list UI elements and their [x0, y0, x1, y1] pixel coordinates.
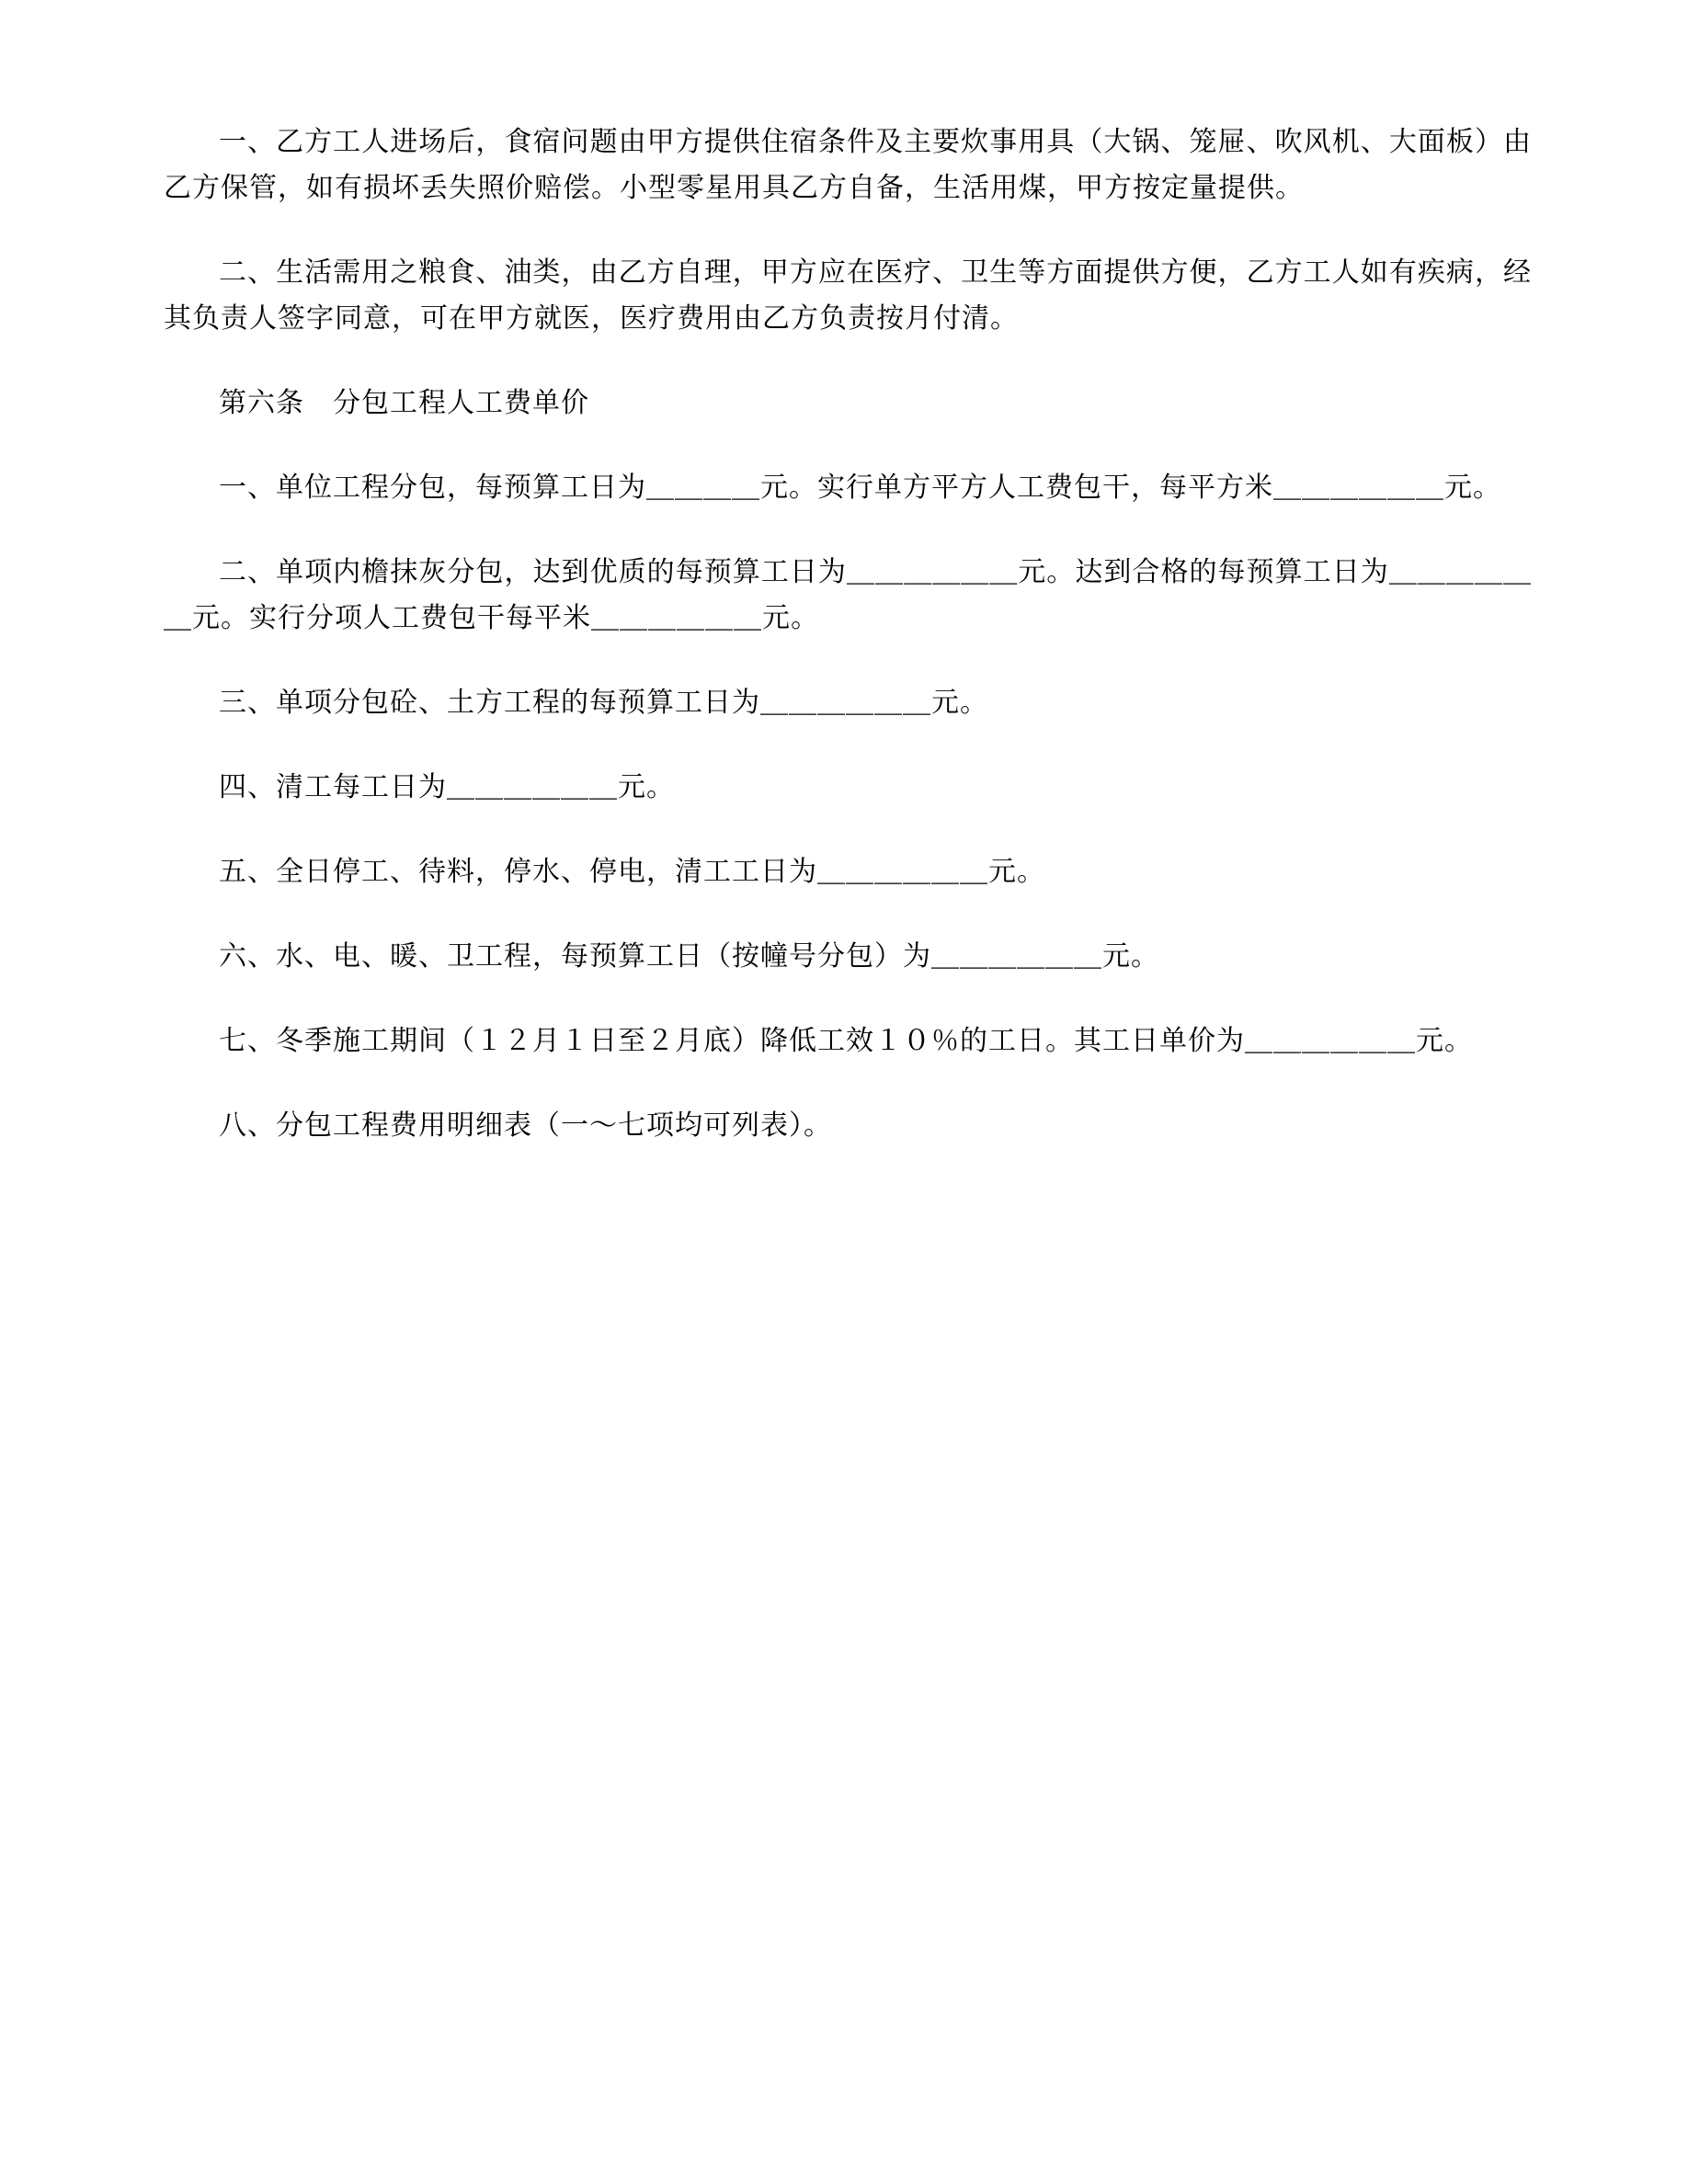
paragraph-clause-7-winter-construction: 七、冬季施工期间（１２月１日至２月底）降低工效１０％的工日。其工日单价为＿＿＿＿＿＿元。 — [219, 1025, 1473, 1057]
document-body — [164, 119, 1532, 1149]
paragraph-clause-1-unit-subcontract: 一、单位工程分包，每预算工日为＿＿＿＿元。实行单方平方人工费包干，每平方米＿＿＿＿＿＿元。 — [219, 472, 1501, 504]
paragraph-food-lodging: 一、乙方工人进场后，食宿问题由甲方提供住宿条件及主要炊事用具（大锅、笼屉、吹风机、大面板）由乙方保管，如有损坏丢失照价赔偿。小型零星用具乙方自备，生活用煤，甲方按定量提供。 — [164, 126, 1532, 204]
paragraph-clause-6-utilities-work: 六、水、电、暖、卫工程，每预算工日（按幢号分包）为＿＿＿＿＿＿元。 — [219, 940, 1159, 973]
paragraph-clause-3-concrete-earthwork: 三、单项分包砼、土方工程的每预算工日为＿＿＿＿＿＿元。 — [219, 687, 988, 719]
paragraph-living-medical: 二、生活需用之粮食、油类，由乙方自理，甲方应在医疗、卫生等方面提供方便，乙方工人如有疾病，经其负责人签字同意，可在甲方就医，医疗费用由乙方负责按月付清。 — [164, 256, 1532, 335]
paragraph-clause-5-work-stoppage: 五、全日停工、待料，停水、停电，清工工日为＿＿＿＿＿＿元。 — [219, 856, 1045, 888]
paragraph-clause-8-expense-detail-table: 八、分包工程费用明细表（一～七项均可列表）。 — [219, 1109, 832, 1142]
section-heading-article-6: 第六条 分包工程人工费单价 — [219, 387, 589, 419]
paragraph-clause-2-plastering: 二、单项内檐抹灰分包，达到优质的每预算工日为＿＿＿＿＿＿元。达到合格的每预算工日为＿＿＿＿＿＿元。实行分项人工费包干每平米＿＿＿＿＿＿元。 — [164, 556, 1532, 634]
paragraph-clause-4-day-labor: 四、清工每工日为＿＿＿＿＿＿元。 — [219, 771, 675, 803]
